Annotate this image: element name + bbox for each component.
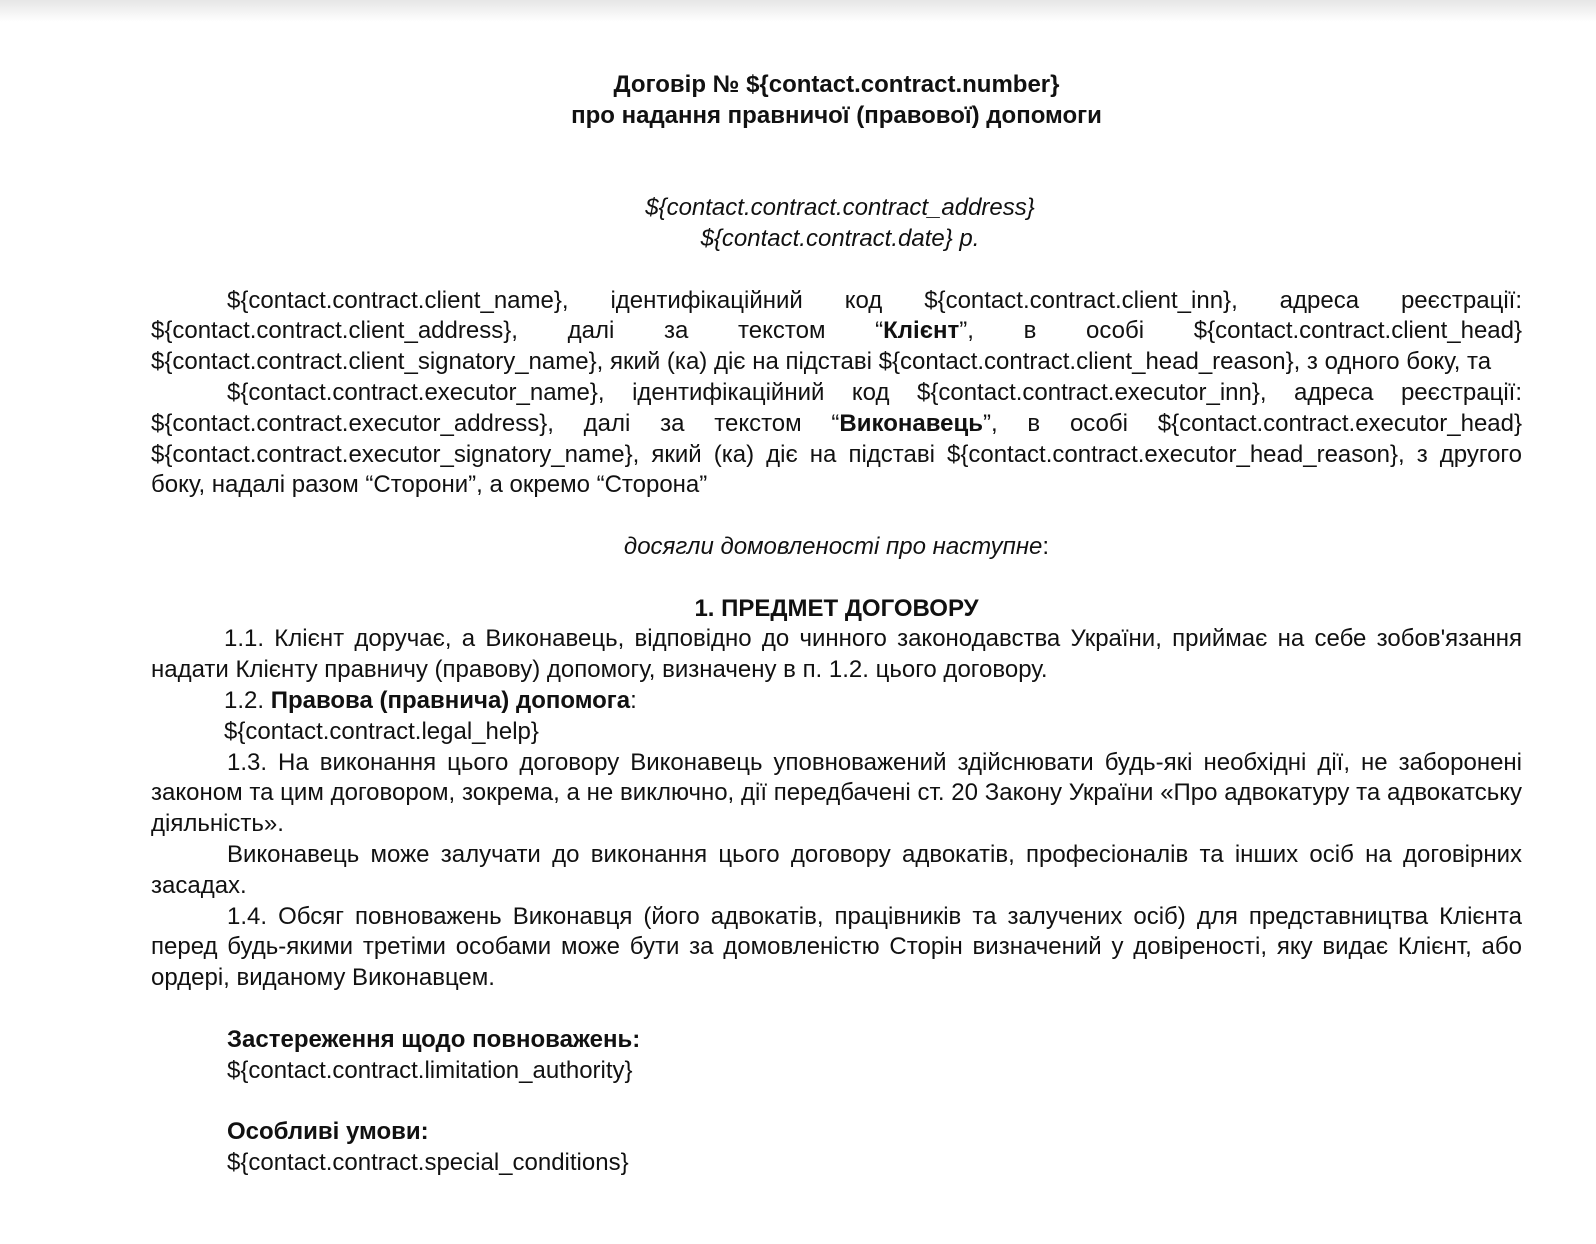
clause-1-3: 1.3. На виконання цього договору Виконавець уповноважений здійснювати будь-які необхідні дії, не заборонені законом та цим договором, зокрема, а не виключно, дії передбачені ст. 20 Закону України «Про адвокатуру та адвокатську діяльність». (151, 748, 1522, 838)
agreement-text: досягли домовленості про наступне (623, 532, 1043, 560)
limitation-block (151, 1025, 1522, 1087)
limitation-heading: Застереження щодо повноважень: (227, 1025, 641, 1053)
contract-title-line1: Договір № ${contact.contract.number} (613, 71, 1060, 98)
clause-1-2-heading: Правова (правнича) допомога (270, 686, 631, 714)
contract-date: ${contact.contract.date} р. (700, 224, 980, 252)
special-value: ${contact.contract.special_conditions} (227, 1148, 629, 1176)
spacer (151, 563, 1522, 594)
spacer (151, 501, 1522, 532)
client-text-2: ”, в особі ${contact.contract.client_head} ${contact.contract.client_signatory_name}, який (ка) діє на підставі ${contact.contract.client_head_reason}, з одного боку, та (151, 317, 1522, 376)
executor-paragraph (151, 378, 1522, 501)
clause-1-2-colon: : (630, 686, 637, 714)
top-shadow (0, 0, 1596, 22)
limitation-value: ${contact.contract.limitation_authority} (227, 1056, 633, 1084)
clause-1-2-number: 1.2. (224, 686, 271, 714)
spacer (151, 1086, 1522, 1117)
contract-title-line2: про надання правничої (правової) допомоги (571, 101, 1102, 129)
client-text-1: ${contact.contract.client_name}, ідентифікаційний код ${contact.contract.client_inn}, адреса реєстрації: ${contact.contract.client_address}, далі за текстом “ (151, 286, 1522, 345)
clause-1-2 (151, 686, 1522, 717)
document-page (151, 70, 1522, 1179)
agreement-line (151, 532, 1522, 563)
special-conditions-block (151, 1117, 1522, 1179)
place-date-block (151, 193, 1522, 255)
contract-place: ${contact.contract.contract_address} (645, 194, 1035, 222)
spacer (151, 994, 1522, 1025)
clause-1-3-extra: Виконавець може залучати до виконання цього договору адвокатів, професіоналів та інших осіб на договірних засадах. (151, 840, 1522, 899)
legal-help-placeholder: ${contact.contract.legal_help} (224, 717, 539, 745)
agreement-colon: : (1042, 532, 1050, 560)
spacer (151, 255, 1522, 286)
executor-term: Виконавець (839, 409, 983, 437)
executor-text-2: ”, в особі ${contact.contract.executor_head} ${contact.contract.executor_signatory_name}, який (ка) діє на підставі ${contact.contract.executor_head_reason}, з другого боку, надалі разом “Сторони”, а окремо “Сторона” (151, 409, 1522, 499)
contract-title (151, 70, 1522, 132)
special-heading: Особливі умови: (227, 1118, 429, 1146)
client-term: Клієнт (883, 317, 960, 345)
spacer (151, 132, 1522, 194)
clause-1-4: 1.4. Обсяг повноважень Виконавця (його адвокатів, працівників та залучених осіб) для представництва Клієнта перед будь-якими третіми особами може бути за домовленістю Сторін визначений у довіреності, яку видає Клієнт, або ордері, виданому Виконавцем. (151, 902, 1522, 992)
clause-1-1: 1.1. Клієнт доручає, а Виконавець, відповідно до чинного законодавства України, приймає на себе зобов'язання надати Клієнту правничу (правову) допомогу, визначену в п. 1.2. цього договору. (151, 625, 1522, 684)
client-paragraph (151, 286, 1522, 378)
executor-text-1: ${contact.contract.executor_name}, ідентифікаційний код ${contact.contract.executor_inn}, адреса реєстрації: ${contact.contract.executor_address}, далі за текстом “ (151, 378, 1522, 437)
section-1-title: 1. ПРЕДМЕТ ДОГОВОРУ (694, 594, 979, 622)
